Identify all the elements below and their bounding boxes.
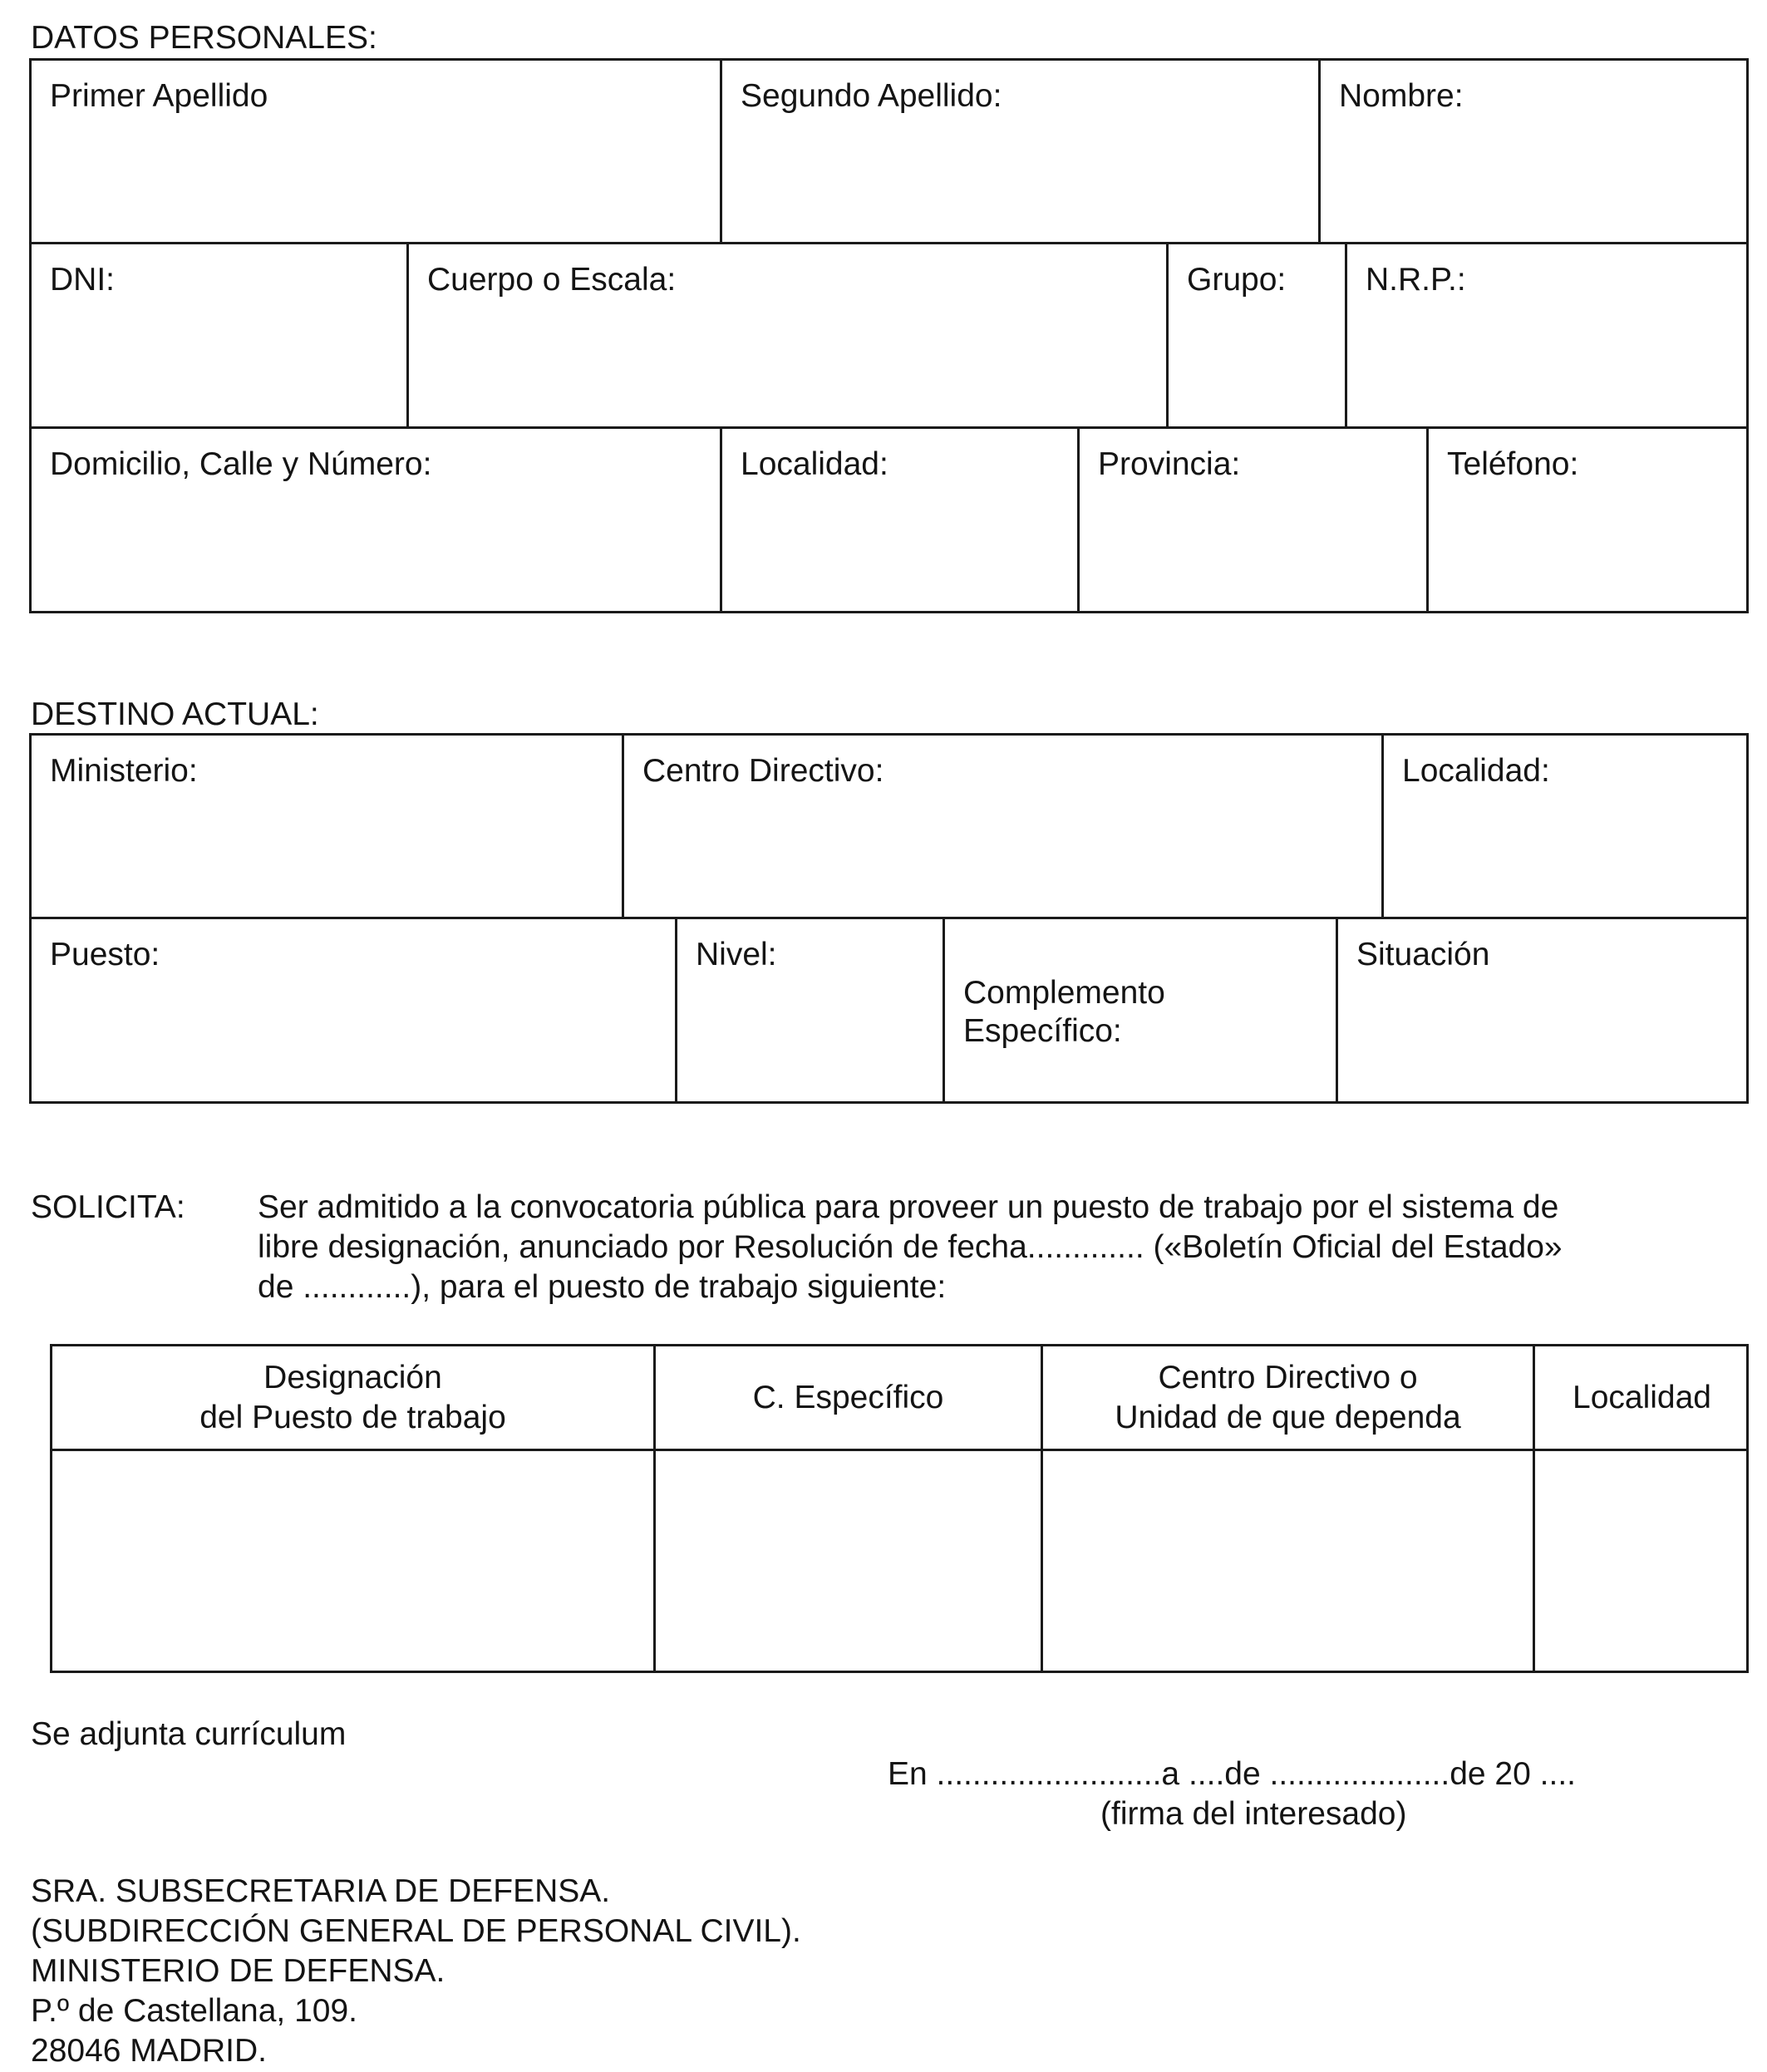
destino-actual-form [29, 733, 1749, 1104]
field-label: Centro Directivo: [642, 753, 884, 789]
field-label: Localidad: [1402, 753, 1550, 789]
field-nrp[interactable] [1347, 244, 1749, 429]
puesto-solicitado-table [50, 1344, 1749, 1673]
field-label: Cuerpo o Escala: [427, 262, 677, 298]
field-label: Grupo: [1187, 262, 1287, 298]
fecha-linea: En .........................a ....de ....................de 20 .... [888, 1756, 1576, 1792]
field-nombre[interactable] [1321, 61, 1749, 244]
field-situacion[interactable] [1338, 919, 1749, 1104]
destinatario-line: P.º de Castellana, 109. [31, 1993, 357, 2029]
field-telefono[interactable] [1429, 429, 1749, 613]
table-header-centro-directivo [1043, 1346, 1535, 1451]
table-cell-centro-directivo[interactable] [1043, 1451, 1535, 1673]
field-cuerpo-escala[interactable] [409, 244, 1169, 429]
field-label: Primer Apellido [50, 78, 268, 114]
table-header-localidad [1535, 1346, 1749, 1451]
table-cell-designacion[interactable] [52, 1451, 656, 1673]
field-label: Domicilio, Calle y Número: [50, 446, 432, 482]
field-puesto[interactable] [32, 919, 677, 1104]
destinatario-line: (SUBDIRECCIÓN GENERAL DE PERSONAL CIVIL). [31, 1913, 801, 1949]
destino-actual-heading: DESTINO ACTUAL: [31, 696, 319, 732]
destinatario-line: MINISTERIO DE DEFENSA. [31, 1953, 445, 1989]
solicita-text: Ser admitido a la convocatoria pública para proveer un puesto de trabajo por el sistema de libre designación, anunciado por Resolución de fecha............. («Boletín Oficial del Estado» de ............), para el puesto de trabajo siguiente: [258, 1189, 1563, 1305]
field-label: Puesto: [50, 937, 160, 972]
datos-personales-form [29, 58, 1749, 613]
field-grupo[interactable] [1169, 244, 1347, 429]
field-localidad[interactable] [722, 429, 1080, 613]
header-label: C. Específico [752, 1379, 944, 1415]
firma-label: (firma del interesado) [1100, 1796, 1407, 1832]
solicita-label: SOLICITA: [31, 1189, 185, 1225]
field-label: Nivel: [696, 937, 777, 972]
curriculum-note: Se adjunta currículum [31, 1716, 347, 1752]
header-label: Localidad [1573, 1379, 1711, 1415]
field-domicilio[interactable] [32, 429, 722, 613]
field-label: Situación [1356, 937, 1490, 972]
field-centro-directivo[interactable] [624, 736, 1384, 919]
table-cell-localidad[interactable] [1535, 1451, 1749, 1673]
datos-personales-heading: DATOS PERSONALES: [31, 20, 377, 56]
field-label: Segundo Apellido: [741, 78, 1002, 114]
field-localidad-destino[interactable] [1384, 736, 1749, 919]
field-label: Localidad: [741, 446, 888, 482]
field-label: N.R.P.: [1366, 262, 1466, 298]
header-label: Designación del Puesto de trabajo [199, 1359, 506, 1435]
field-provincia[interactable] [1080, 429, 1429, 613]
field-primer-apellido[interactable] [32, 61, 722, 244]
field-dni[interactable] [32, 244, 409, 429]
field-label: DNI: [50, 262, 115, 298]
field-ministerio[interactable] [32, 736, 624, 919]
destinatario-block [31, 1872, 801, 2071]
field-label: Provincia: [1098, 446, 1241, 482]
header-label: Centro Directivo o Unidad de que dependa [1115, 1359, 1461, 1435]
field-label: Ministerio: [50, 753, 198, 789]
field-complemento-especifico[interactable] [945, 919, 1338, 1104]
field-label: Nombre: [1339, 78, 1464, 114]
table-cell-c-especifico[interactable] [656, 1451, 1043, 1673]
destinatario-line: SRA. SUBSECRETARIA DE DEFENSA. [31, 1873, 611, 1909]
destinatario-line: 28046 MADRID. [31, 2033, 267, 2069]
table-header-designacion [52, 1346, 656, 1451]
field-label: Complemento Específico: [963, 975, 1165, 1049]
field-segundo-apellido[interactable] [722, 61, 1321, 244]
table-header-c-especifico [656, 1346, 1043, 1451]
field-nivel[interactable] [677, 919, 945, 1104]
field-label: Teléfono: [1447, 446, 1579, 482]
